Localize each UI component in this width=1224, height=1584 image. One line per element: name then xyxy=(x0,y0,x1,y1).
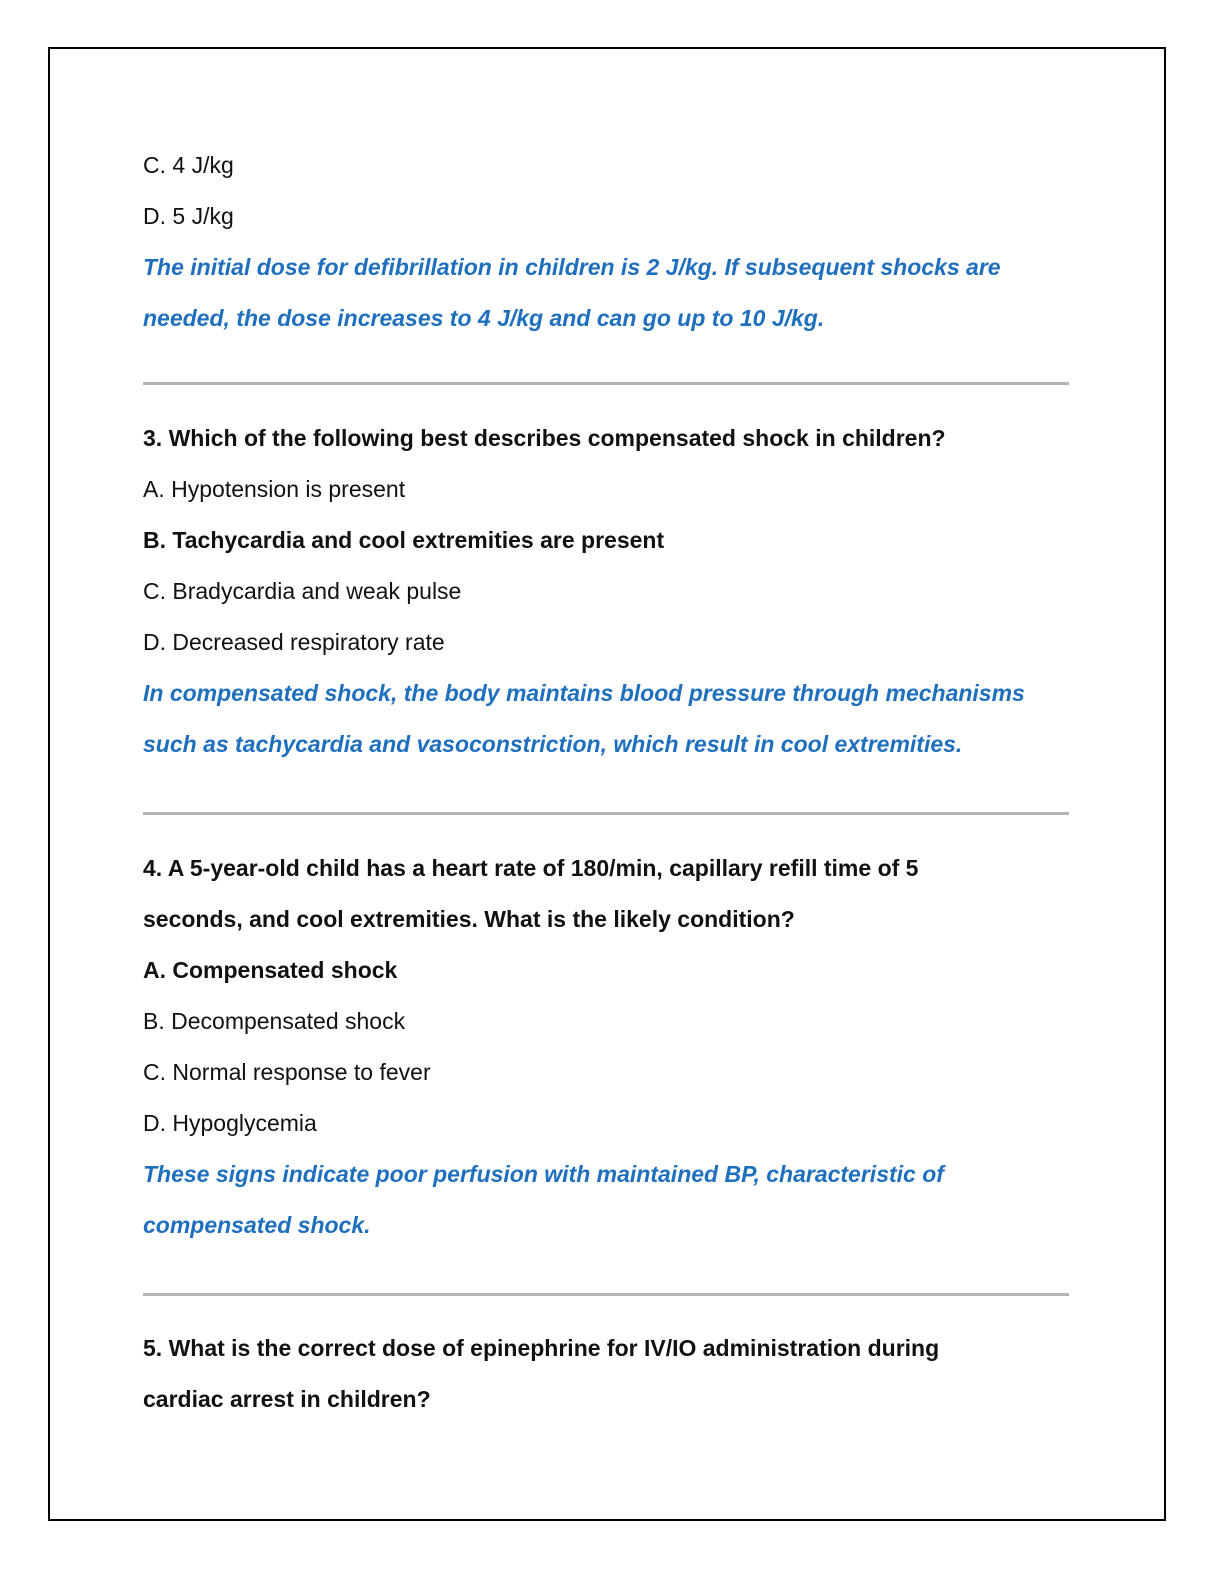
option-c: C. Normal response to fever xyxy=(143,1059,431,1085)
option-a-correct: A. Compensated shock xyxy=(143,957,398,983)
explanation-line: The initial dose for defibrillation in children is 2 J/kg. If subsequent shocks are xyxy=(143,254,1001,280)
option-d: D. Decreased respiratory rate xyxy=(143,629,445,655)
question-text: 3. Which of the following best describes compensated shock in children? xyxy=(143,425,946,451)
option-d: D. 5 J/kg xyxy=(143,203,234,229)
explanation-line: These signs indicate poor perfusion with maintained BP, characteristic of xyxy=(143,1161,944,1187)
option-c: C. 4 J/kg xyxy=(143,152,234,178)
question-2-continued xyxy=(143,140,1001,344)
option-b-correct: B. Tachycardia and cool extremities are present xyxy=(143,527,665,553)
explanation-line: compensated shock. xyxy=(143,1212,371,1238)
option-b: B. Decompensated shock xyxy=(143,1008,406,1034)
question-4 xyxy=(143,843,944,1251)
explanation-line: needed, the dose increases to 4 J/kg and can go up to 10 J/kg. xyxy=(143,305,825,331)
section-divider xyxy=(143,382,1069,385)
option-a: A. Hypotension is present xyxy=(143,476,406,502)
question-text: 5. What is the correct dose of epinephrine for IV/IO administration during xyxy=(143,1335,940,1361)
section-divider xyxy=(143,1293,1069,1296)
question-text: cardiac arrest in children? xyxy=(143,1386,431,1412)
question-5 xyxy=(143,1323,939,1425)
option-c: C. Bradycardia and weak pulse xyxy=(143,578,462,604)
explanation-line: such as tachycardia and vasoconstriction, which result in cool extremities. xyxy=(143,731,963,757)
explanation-line: In compensated shock, the body maintains blood pressure through mechanisms xyxy=(143,680,1025,706)
section-divider xyxy=(143,812,1069,815)
question-text: 4. A 5-year-old child has a heart rate of 180/min, capillary refill time of 5 xyxy=(143,855,919,881)
question-text: seconds, and cool extremities. What is the likely condition? xyxy=(143,906,795,932)
question-3 xyxy=(143,413,1025,770)
option-d: D. Hypoglycemia xyxy=(143,1110,317,1136)
